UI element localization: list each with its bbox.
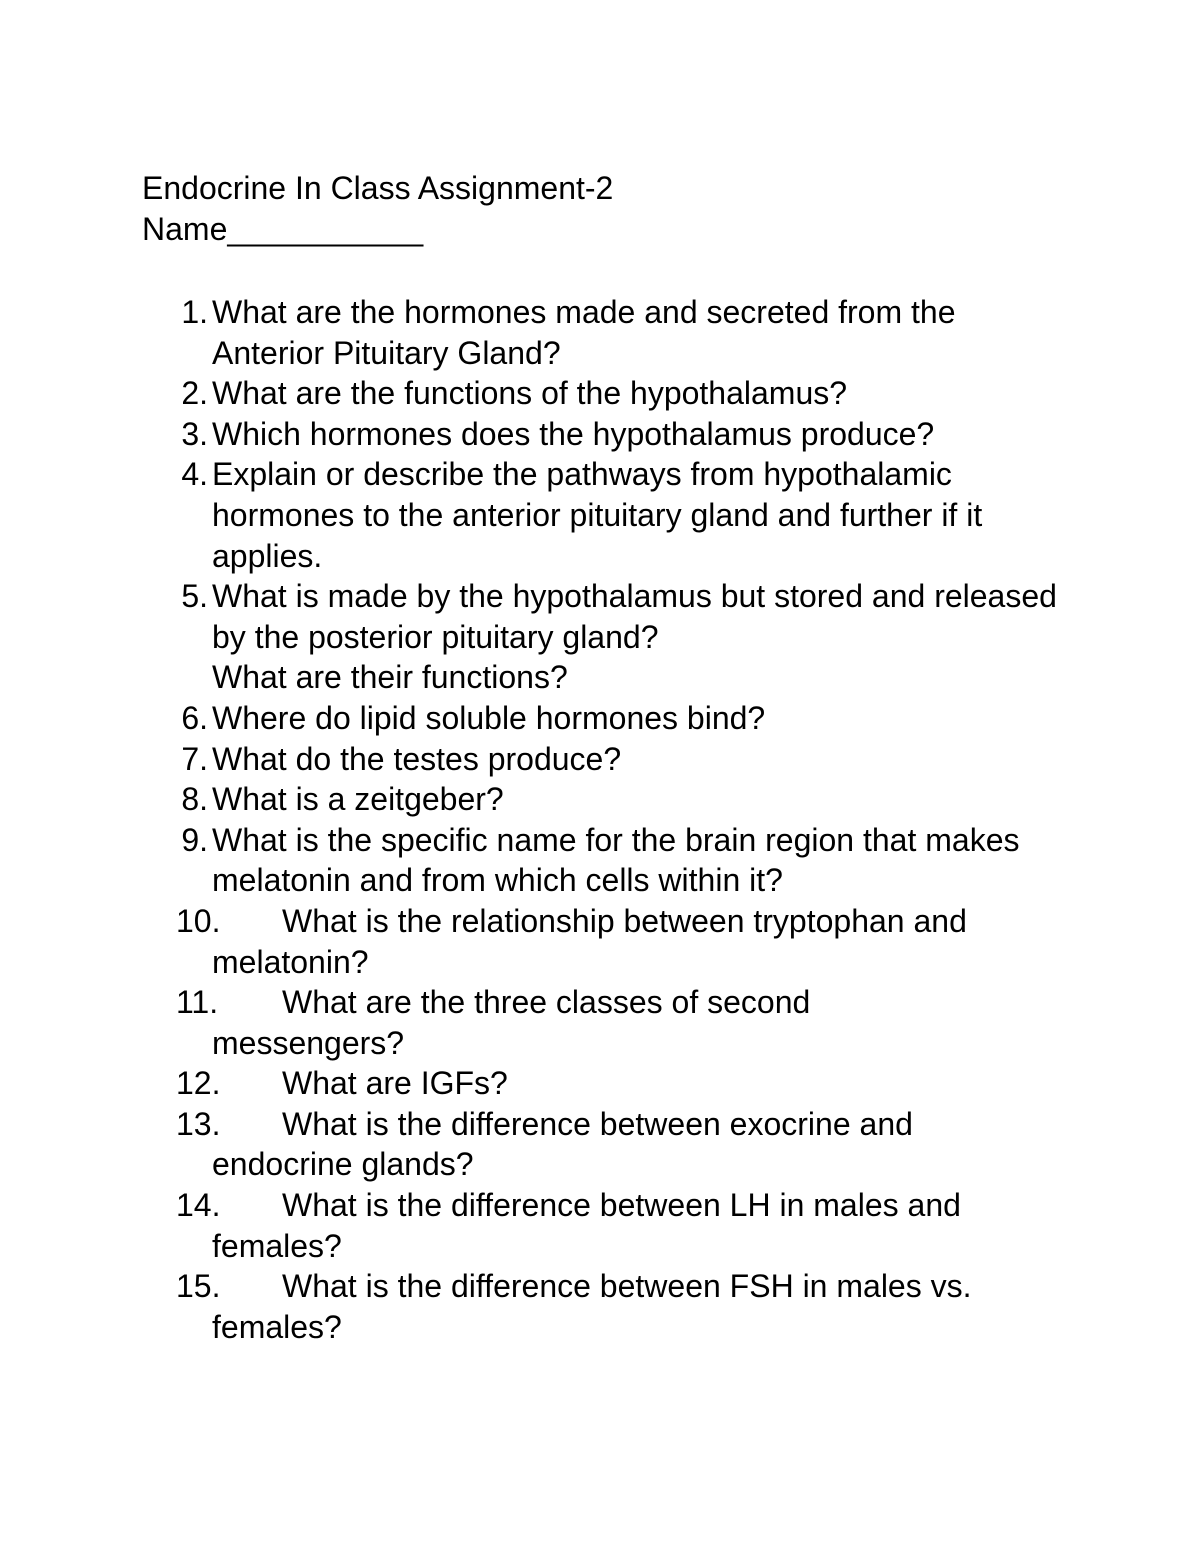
question-item	[142, 698, 1062, 739]
question-number: 8.	[181, 781, 208, 818]
question-text-continued: females?	[212, 1227, 342, 1264]
question-number: 6.	[181, 699, 208, 736]
question-text: Where do lipid soluble hormones bind?	[212, 699, 766, 736]
question-item	[142, 454, 1062, 576]
question-number: 3.	[181, 415, 208, 452]
question-item	[142, 779, 1062, 820]
question-item	[142, 1063, 1062, 1104]
question-text-continued: females?	[212, 1308, 342, 1345]
document-title: Endocrine In Class Assignment-2	[142, 170, 614, 206]
question-number: 2.	[181, 375, 208, 412]
question-subtext: What are their functions?	[212, 659, 568, 696]
question-number: 1.	[181, 294, 208, 330]
question-item	[142, 1185, 1062, 1266]
question-number: 15.	[176, 1268, 221, 1305]
question-text-continued: melatonin?	[212, 943, 369, 980]
question-item	[142, 292, 1062, 373]
question-number: 13.	[176, 1105, 221, 1142]
question-number: 9.	[181, 821, 208, 858]
question-item	[142, 1266, 1062, 1347]
question-text: What is made by the hypothalamus but stored and released by the posterior pituitary gland?	[212, 578, 1057, 655]
question-number: 7.	[181, 740, 208, 777]
question-item	[142, 982, 1062, 1063]
question-item	[142, 739, 1062, 780]
question-text: Explain or describe the pathways from hypothalamic hormones to the anterior pituitary gland and further if it applies.	[212, 456, 983, 574]
question-number: 14.	[176, 1187, 221, 1224]
question-number: 10.	[176, 902, 221, 939]
question-number: 11.	[176, 984, 219, 1021]
question-item	[142, 901, 1062, 982]
question-text: What do the testes produce?	[212, 740, 622, 777]
question-item	[142, 820, 1062, 901]
question-text: What is the difference between FSH in males vs.	[282, 1268, 972, 1305]
question-text: What is the relationship between tryptophan and	[282, 902, 967, 939]
question-text-continued: messengers?	[212, 1024, 405, 1061]
question-list	[142, 292, 1062, 1347]
question-text: What are the three classes of second	[282, 984, 811, 1021]
name-field-label: Name___________	[142, 211, 424, 247]
question-text: Which hormones does the hypothalamus produce?	[212, 415, 935, 452]
question-text: What is the difference between exocrine and	[282, 1105, 913, 1142]
question-number: 5.	[181, 578, 208, 615]
question-text: What are the hormones made and secreted from the Anterior Pituitary Gland?	[212, 294, 956, 371]
question-item	[142, 1104, 1062, 1185]
question-number: 12.	[176, 1065, 221, 1102]
question-text: What is a zeitgeber?	[212, 781, 504, 818]
question-text: What are the functions of the hypothalamus?	[212, 375, 848, 412]
question-text: What are IGFs?	[282, 1065, 508, 1102]
question-text-continued: endocrine glands?	[212, 1146, 474, 1183]
question-text: What is the specific name for the brain region that makes melatonin and from which cells within it?	[212, 821, 1020, 899]
question-item	[142, 414, 1062, 455]
question-text: What is the difference between LH in males and	[282, 1187, 961, 1224]
question-item	[142, 576, 1062, 698]
question-item	[142, 373, 1062, 414]
question-number: 4.	[181, 456, 208, 493]
